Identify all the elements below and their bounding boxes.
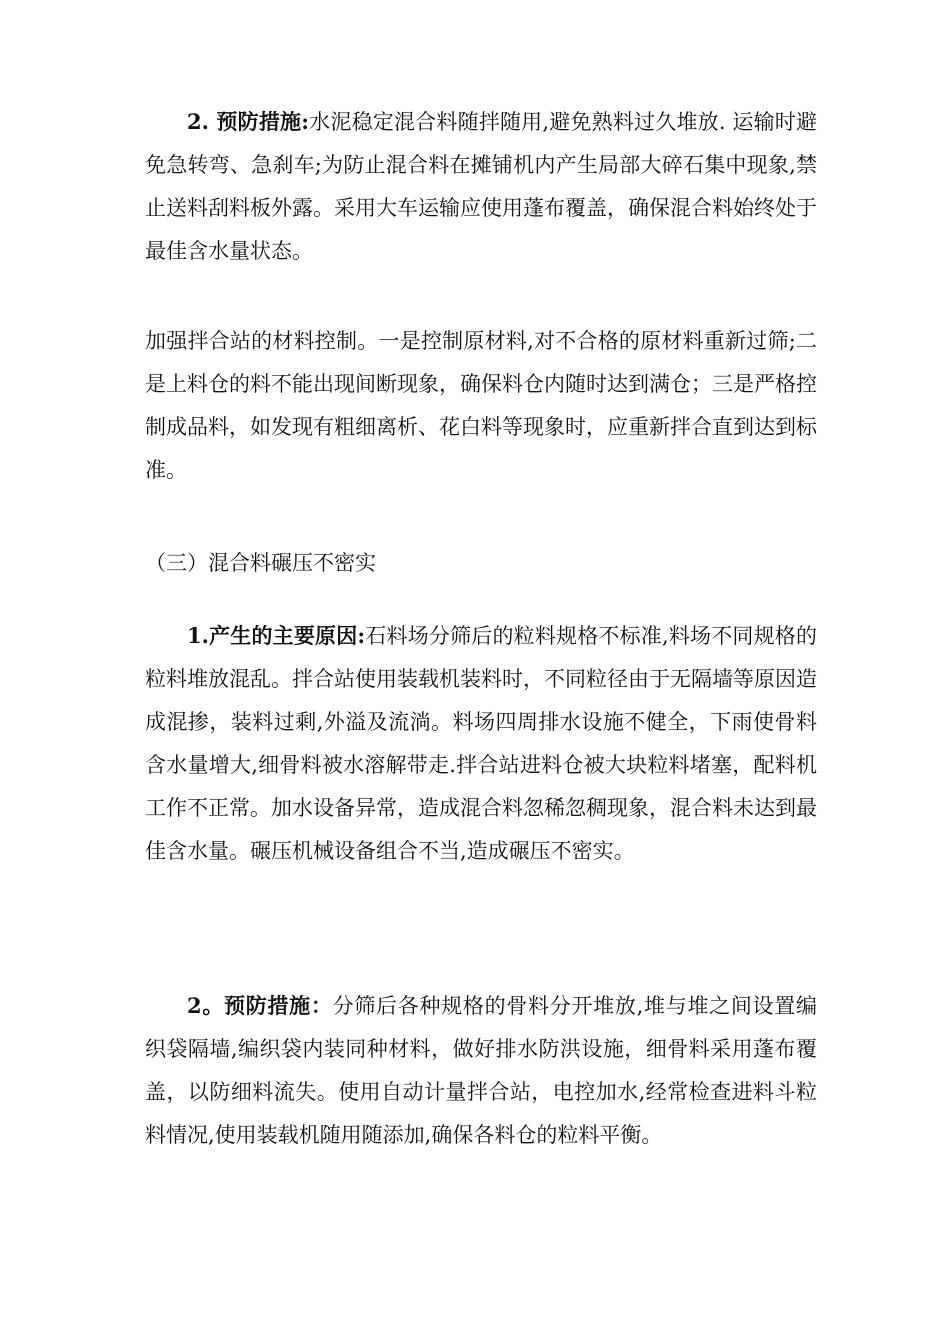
paragraph-text: 分筛后各种规格的骨料分开堆放,堆与堆之间设置编织袋隔墙,编织袋内装同种材料，做好排水防洪设施，细骨料采用蓬布覆盖，以防细料流失。使用自动计量拌合站，电控加水,经常检查进料斗粒料情况,使用装载机随用随添加,确保各料仓的粒料平衡。 (145, 994, 817, 1147)
paragraph-main-causes (145, 614, 817, 873)
paragraph-label: 2。预防措施： (187, 993, 333, 1018)
paragraph-label: 1.产生的主要原因: (187, 623, 366, 648)
paragraph-prevention-measures-1 (145, 100, 817, 273)
heading-text: （三）混合料碾压不密实 (145, 551, 376, 575)
paragraph-text: 水泥稳定混合料随拌随用,避免熟料过久堆放. 运输时避免急转弯、急刹车;为防止混合料在摊铺机内产生局部大碎石集中现象,禁止送料刮料板外露。采用大车运输应使用蓬布覆盖，确保混合料始终处于最佳含水量状态。 (145, 110, 817, 263)
paragraph-prevention-measures-2 (145, 984, 817, 1157)
section-heading (145, 542, 817, 585)
paragraph-material-control (145, 320, 817, 492)
paragraph-text: 石料场分筛后的粒料规格不标准,料场不同规格的粒料堆放混乱。拌合站使用装载机装料时，不同粒径由于无隔墙等原因造成混掺，装料过剩,外溢及流淌。料场四周排水设施不健全，下雨使骨料含水量增大,细骨料被水溶解带走.拌合站进料仓被大块粒料堵塞，配料机工作不正常。加水设备异常，造成混合料忽稀忽稠现象，混合料未达到最佳含水量。碾压机械设备组合不当,造成碾压不密实。 (145, 624, 817, 863)
paragraph-text: 加强拌合站的材料控制。一是控制原材料,对不合格的原材料重新过筛;二是上料仓的料不能出现间断现象，确保料仓内随时达到满仓；三是严格控制成品料，如发现有粗细离析、花白料等现象时，应重新拌合直到达到标准。 (145, 329, 817, 482)
paragraph-label: 2. 预防措施: (187, 109, 309, 134)
